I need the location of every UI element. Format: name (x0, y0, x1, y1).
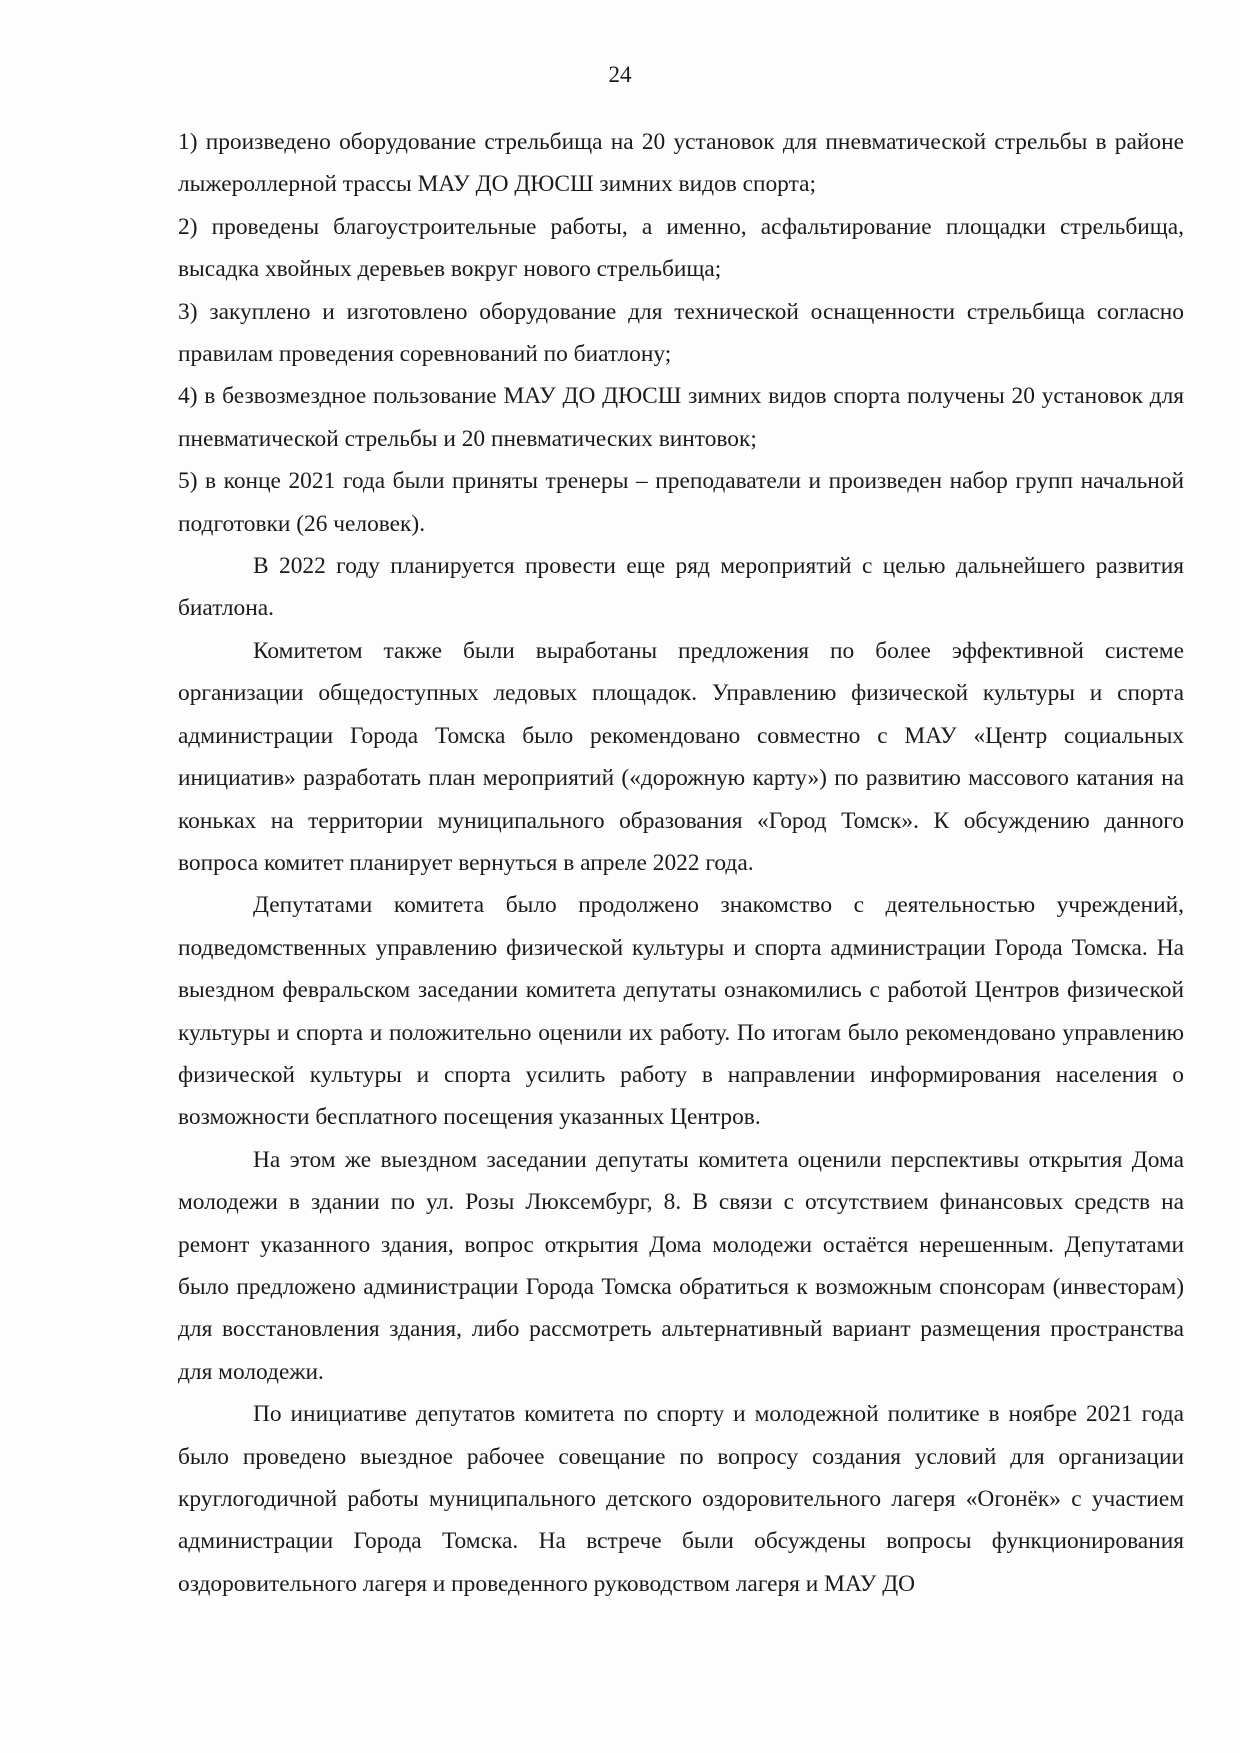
paragraph-3: Депутатами комитета было продолжено знакомство с деятельностью учреждений, подведомственных управлению физической культуры и спорта администрации Города Томска. На выездном февральском заседании комитета депутаты ознакомились с работой Центров физической культуры и спорта и положительно оценили их работу. По итогам было рекомендовано управлению физической культуры и спорта усилить работу в направлении информирования населения о возможности бесплатного посещения указанных Центров. (178, 892, 1184, 1131)
paragraph-5: По инициативе депутатов комитета по спорту и молодежной политике в ноябре 2021 года было проведено выездное рабочее совещание по вопросу создания условий для организации круглогодичной работы муниципального детского оздоровительного лагеря «Огонёк» с участием администрации Города Томска. На встрече были обсуждены вопросы функционирования оздоровительного лагеря и проведенного руководством лагеря и МАУ ДО (178, 1401, 1184, 1597)
paragraph-2: Комитетом также были выработаны предложения по более эффективной системе организации общедоступных ледовых площадок. Управлению физической культуры и спорта администрации Города Томска было рекомендовано совместно с МАУ «Центр социальных инициатив» разработать план мероприятий («дорожную карту») по развитию массового катания на коньках на территории муниципального образования «Город Томск». К обсуждению данного вопроса комитет планирует вернуться в апреле 2022 года. (178, 637, 1184, 876)
list-item-5: 5) в конце 2021 года были приняты тренеры – преподаватели и произведен набор групп начальной подготовки (26 человек). (178, 468, 1184, 537)
page-number: 24 (608, 62, 632, 87)
list-item-2: 2) проведены благоустроительные работы, а именно, асфальтирование площадки стрельбища, высадка хвойных деревьев вокруг нового стрельбища; (178, 213, 1184, 283)
paragraph-1: В 2022 году планируется провести еще ряд мероприятий с целью дальнейшего развития биатлона. (178, 553, 1184, 622)
list-item-3: 3) закуплено и изготовлено оборудование для технической оснащенности стрельбища согласно правилам проведения соревнований по биатлону; (178, 298, 1184, 368)
document-body (178, 121, 1184, 1605)
list-item-4: 4) в безвозмездное пользование МАУ ДО ДЮСШ зимних видов спорта получены 20 установок для пневматической стрельбы и 20 пневматических винтовок; (178, 383, 1184, 452)
paragraph-4: На этом же выездном заседании депутаты комитета оценили перспективы открытия Дома молодежи в здании по ул. Розы Люксембург, 8. В связи с отсутствием финансовых средств на ремонт указанного здания, вопрос открытия Дома молодежи остаётся нерешенным. Депутатами было предложено администрации Города Томска обратиться к возможным спонсорам (инвесторам) для восстановления здания, либо рассмотреть альтернативный вариант размещения пространства для молодежи. (178, 1146, 1184, 1385)
list-item-1: 1) произведено оборудование стрельбища на 20 установок для пневматической стрельбы в районе лыжероллерной трассы МАУ ДО ДЮСШ зимних видов спорта; (178, 129, 1184, 198)
